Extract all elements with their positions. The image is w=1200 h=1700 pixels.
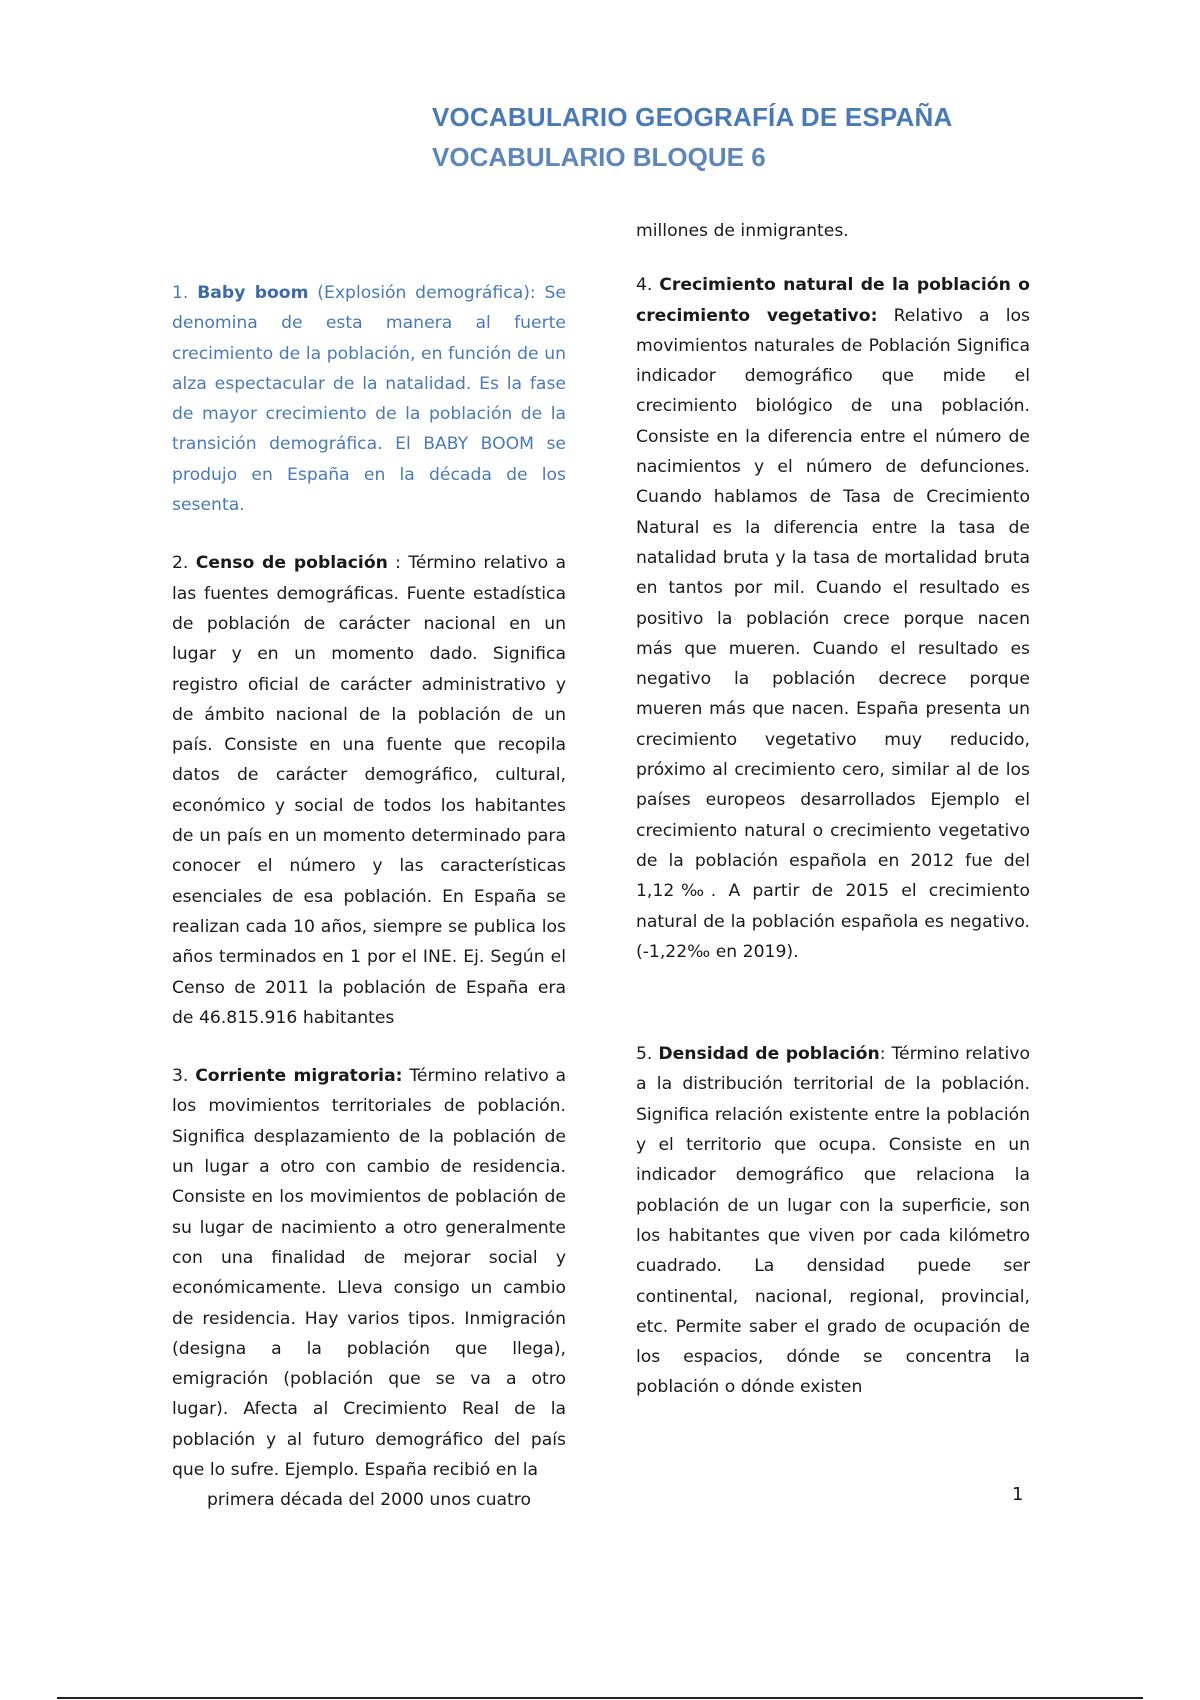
right-column [636,216,1030,1423]
entry-number: 4. [636,275,653,296]
entry-censo [172,548,566,1033]
document-subtitle: VOCABULARIO BLOQUE 6 [432,142,766,172]
entry-term: Densidad de población [658,1044,880,1065]
entry-body: : Término relativo a la distribución territorial de la población. Significa relación existente entre la población y el territorio que ocupa. Consiste en un indicador demográfico que relaciona la población de un lugar con la superficie, son los habitantes que viven por cada kilómetro cuadrado. La densidad puede ser continental, nacional, regional, provincial, etc. Permite saber el grado de ocupación de los espacios, dónde se concentra la población o dónde existen [636,1044,1030,1398]
entry-number: 5. [636,1044,653,1065]
entry-term: Censo de población [195,553,388,574]
entry-body: Término relativo a los movimientos territoriales de población. Significa desplazamiento de la población de un lugar a otro con cambio de residencia. Consiste en los movimientos de población de su lugar de nacimiento a otro generalmente con una finalidad de mejorar social y económicamente. Lleva consigo un cambio de residencia. Hay varios tipos. Inmigración (designa a la población que llega), emigración (población que se va a otro lugar). Afecta al Crecimiento Real de la población y al futuro demográfico del país que lo sufre. Ejemplo. España recibió en la [172,1066,567,1480]
entry-number: 2. [172,553,189,574]
entry-body: (Explosión demográfica): Se denomina de esta manera al fuerte crecimiento de la población, en función de un alza espectacular de la natalidad. Es la fase de mayor crecimiento de la población de la transición demográfica. El BABY BOOM se produjo en España en la década de los sesenta. [172,283,566,516]
entry-baby-boom [172,278,566,520]
document-title: VOCABULARIO GEOGRAFÍA DE ESPAÑA [432,102,953,132]
entry-continued-text: millones de inmigrantes. [636,221,849,241]
entry-term: Corriente migratoria: [195,1066,403,1087]
entry-number: 3. [172,1066,189,1087]
entry-number: 1. [172,283,189,303]
entry-term: Crecimiento natural de la población o crecimiento vegetativo: [636,275,1030,326]
entry-crecimiento-natural [636,270,1030,967]
footer-divider [57,1697,1143,1699]
entry-term: Baby boom [197,283,309,303]
left-column [172,278,566,1516]
entry-corriente-migratoria-tail: primera década del 2000 unos cuatro [207,1490,531,1511]
entry-body: : Término relativo a las fuentes demográficas. Fuente estadística de población de carácter nacional en un lugar y en un momento dado. Significa registro oficial de carácter administrativo y de ámbito nacional de la población de un país. Consiste en una fuente que recopila datos de carácter demográfico, cultural, económico y social de todos los habitantes de un país en un momento determinado para conocer el número y las características esenciales de esa población. En España se realizan cada 10 años, siempre se publica los años terminados en 1 por el INE. Ej. Según el Censo de 2011 la población de España era de 46.815.916 habitantes [172,553,566,1028]
page-number: 1 [1012,1484,1024,1505]
entry-body: Relativo a los movimientos naturales de Población Significa indicador demográfico que mide el crecimiento biológico de una población. Consiste en la diferencia entre el número de nacimientos y el número de defunciones. Cuando hablamos de Tasa de Crecimiento Natural es la diferencia entre la tasa de natalidad bruta y la tasa de mortalidad bruta en tantos por mil. Cuando el resultado es positivo la población crece porque nacen más que mueren. Cuando el resultado es negativo la población decrece porque mueren más que nacen. España presenta un crecimiento vegetativo muy reducido, próximo al crecimiento cero, similar al de los países europeos desarrollados Ejemplo el crecimiento natural o crecimiento vegetativo de la población española en 2012 fue del 1,12‰. A partir de 2015 el crecimiento natural de la población española es negativo. (-1,22‰ en 2019). [636,305,1031,962]
entry-densidad [636,1039,1030,1403]
document-header [432,100,952,174]
entry-corriente-migratoria [172,1061,566,1485]
